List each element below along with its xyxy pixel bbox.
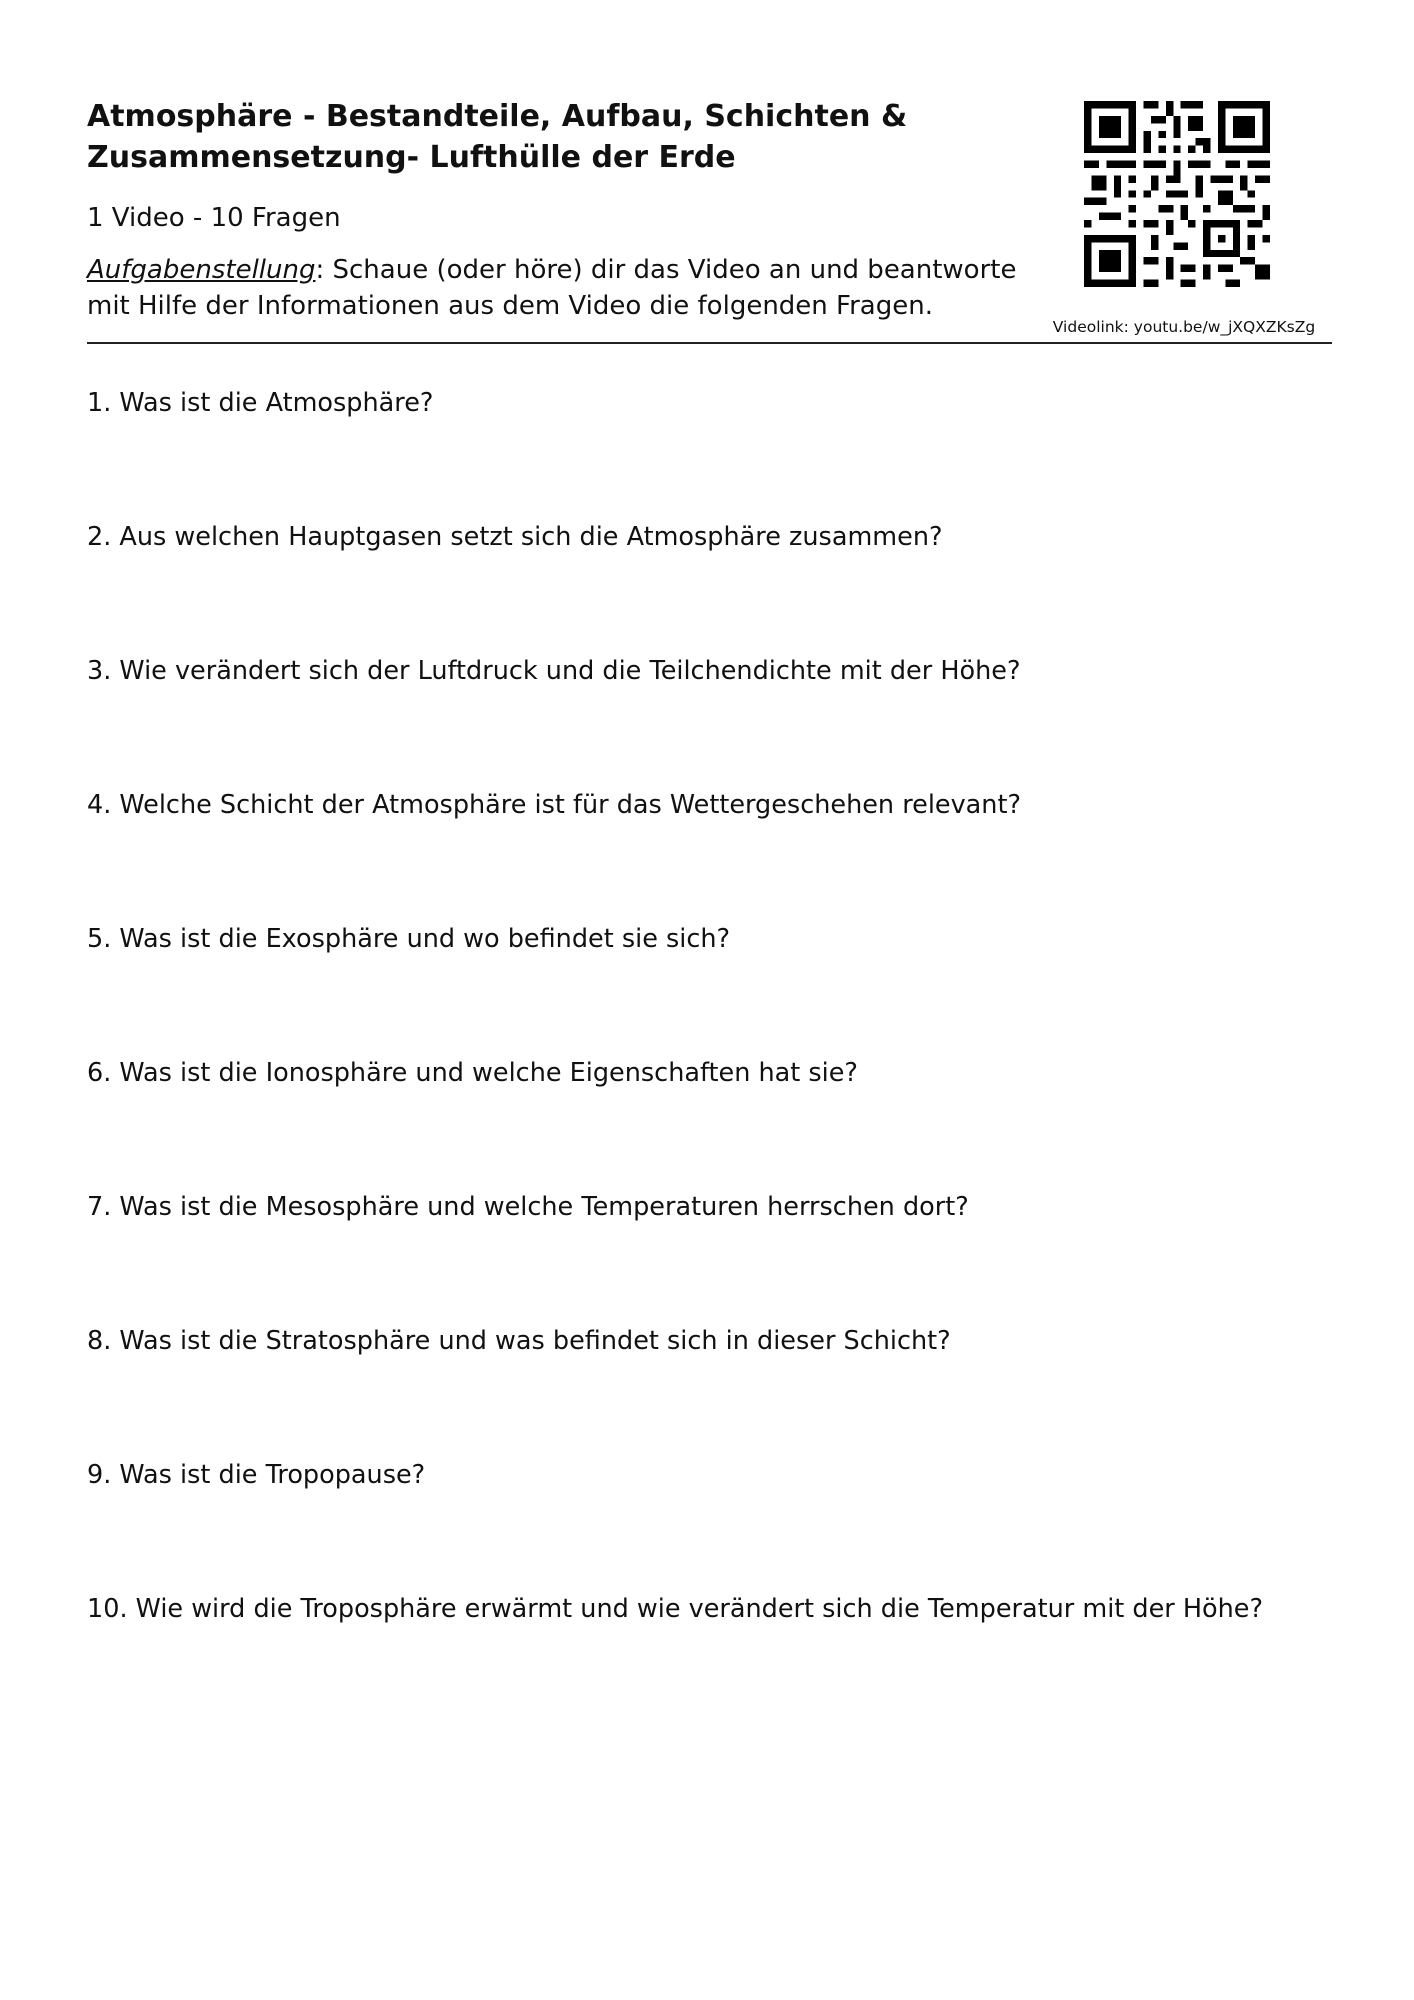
question-6: 6. Was ist die Ionosphäre und welche Eigenschaften hat sie? [87,1058,858,1088]
question-9: 9. Was ist die Tropopause? [87,1460,426,1490]
task-text: : Schaue (oder höre) dir das Video an und beantworte mit Hilfe der Informationen aus dem Video die folgenden Fragen. [87,255,1017,321]
task-label: Aufgabenstellung [87,255,316,285]
worksheet-header [87,96,1327,346]
question-7: 7. Was ist die Mesosphäre und welche Temperaturen herrschen dort? [87,1192,969,1222]
question-5: 5. Was ist die Exosphäre und wo befindet sie sich? [87,924,731,954]
question-3: 3. Wie verändert sich der Luftdruck und die Teilchendichte mit der Höhe? [87,656,1021,686]
video-link[interactable]: Videolink: youtu.be/w_jXQXZKsZg [1052,318,1316,336]
page-title [87,96,1047,178]
qr-code-icon[interactable] [1084,101,1270,287]
question-10: 10. Wie wird die Troposphäre erwärmt und wie verändert sich die Temperatur mit der Höhe? [87,1594,1264,1624]
question-8: 8. Was ist die Stratosphäre und was befindet sich in dieser Schicht? [87,1326,951,1356]
question-2: 2. Aus welchen Hauptgasen setzt sich die Atmosphäre zusammen? [87,522,943,552]
title-line-1: Atmosphäre - Bestandteile, Aufbau, Schichten & [87,99,908,134]
subtitle: 1 Video - 10 Fragen [87,203,341,233]
header-divider [87,342,1332,344]
question-4: 4. Welche Schicht der Atmosphäre ist für das Wettergeschehen relevant? [87,790,1021,820]
question-1: 1. Was ist die Atmosphäre? [87,388,434,418]
task-instructions [87,252,1027,324]
title-line-2: Zusammensetzung- Lufthülle der Erde [87,140,736,175]
